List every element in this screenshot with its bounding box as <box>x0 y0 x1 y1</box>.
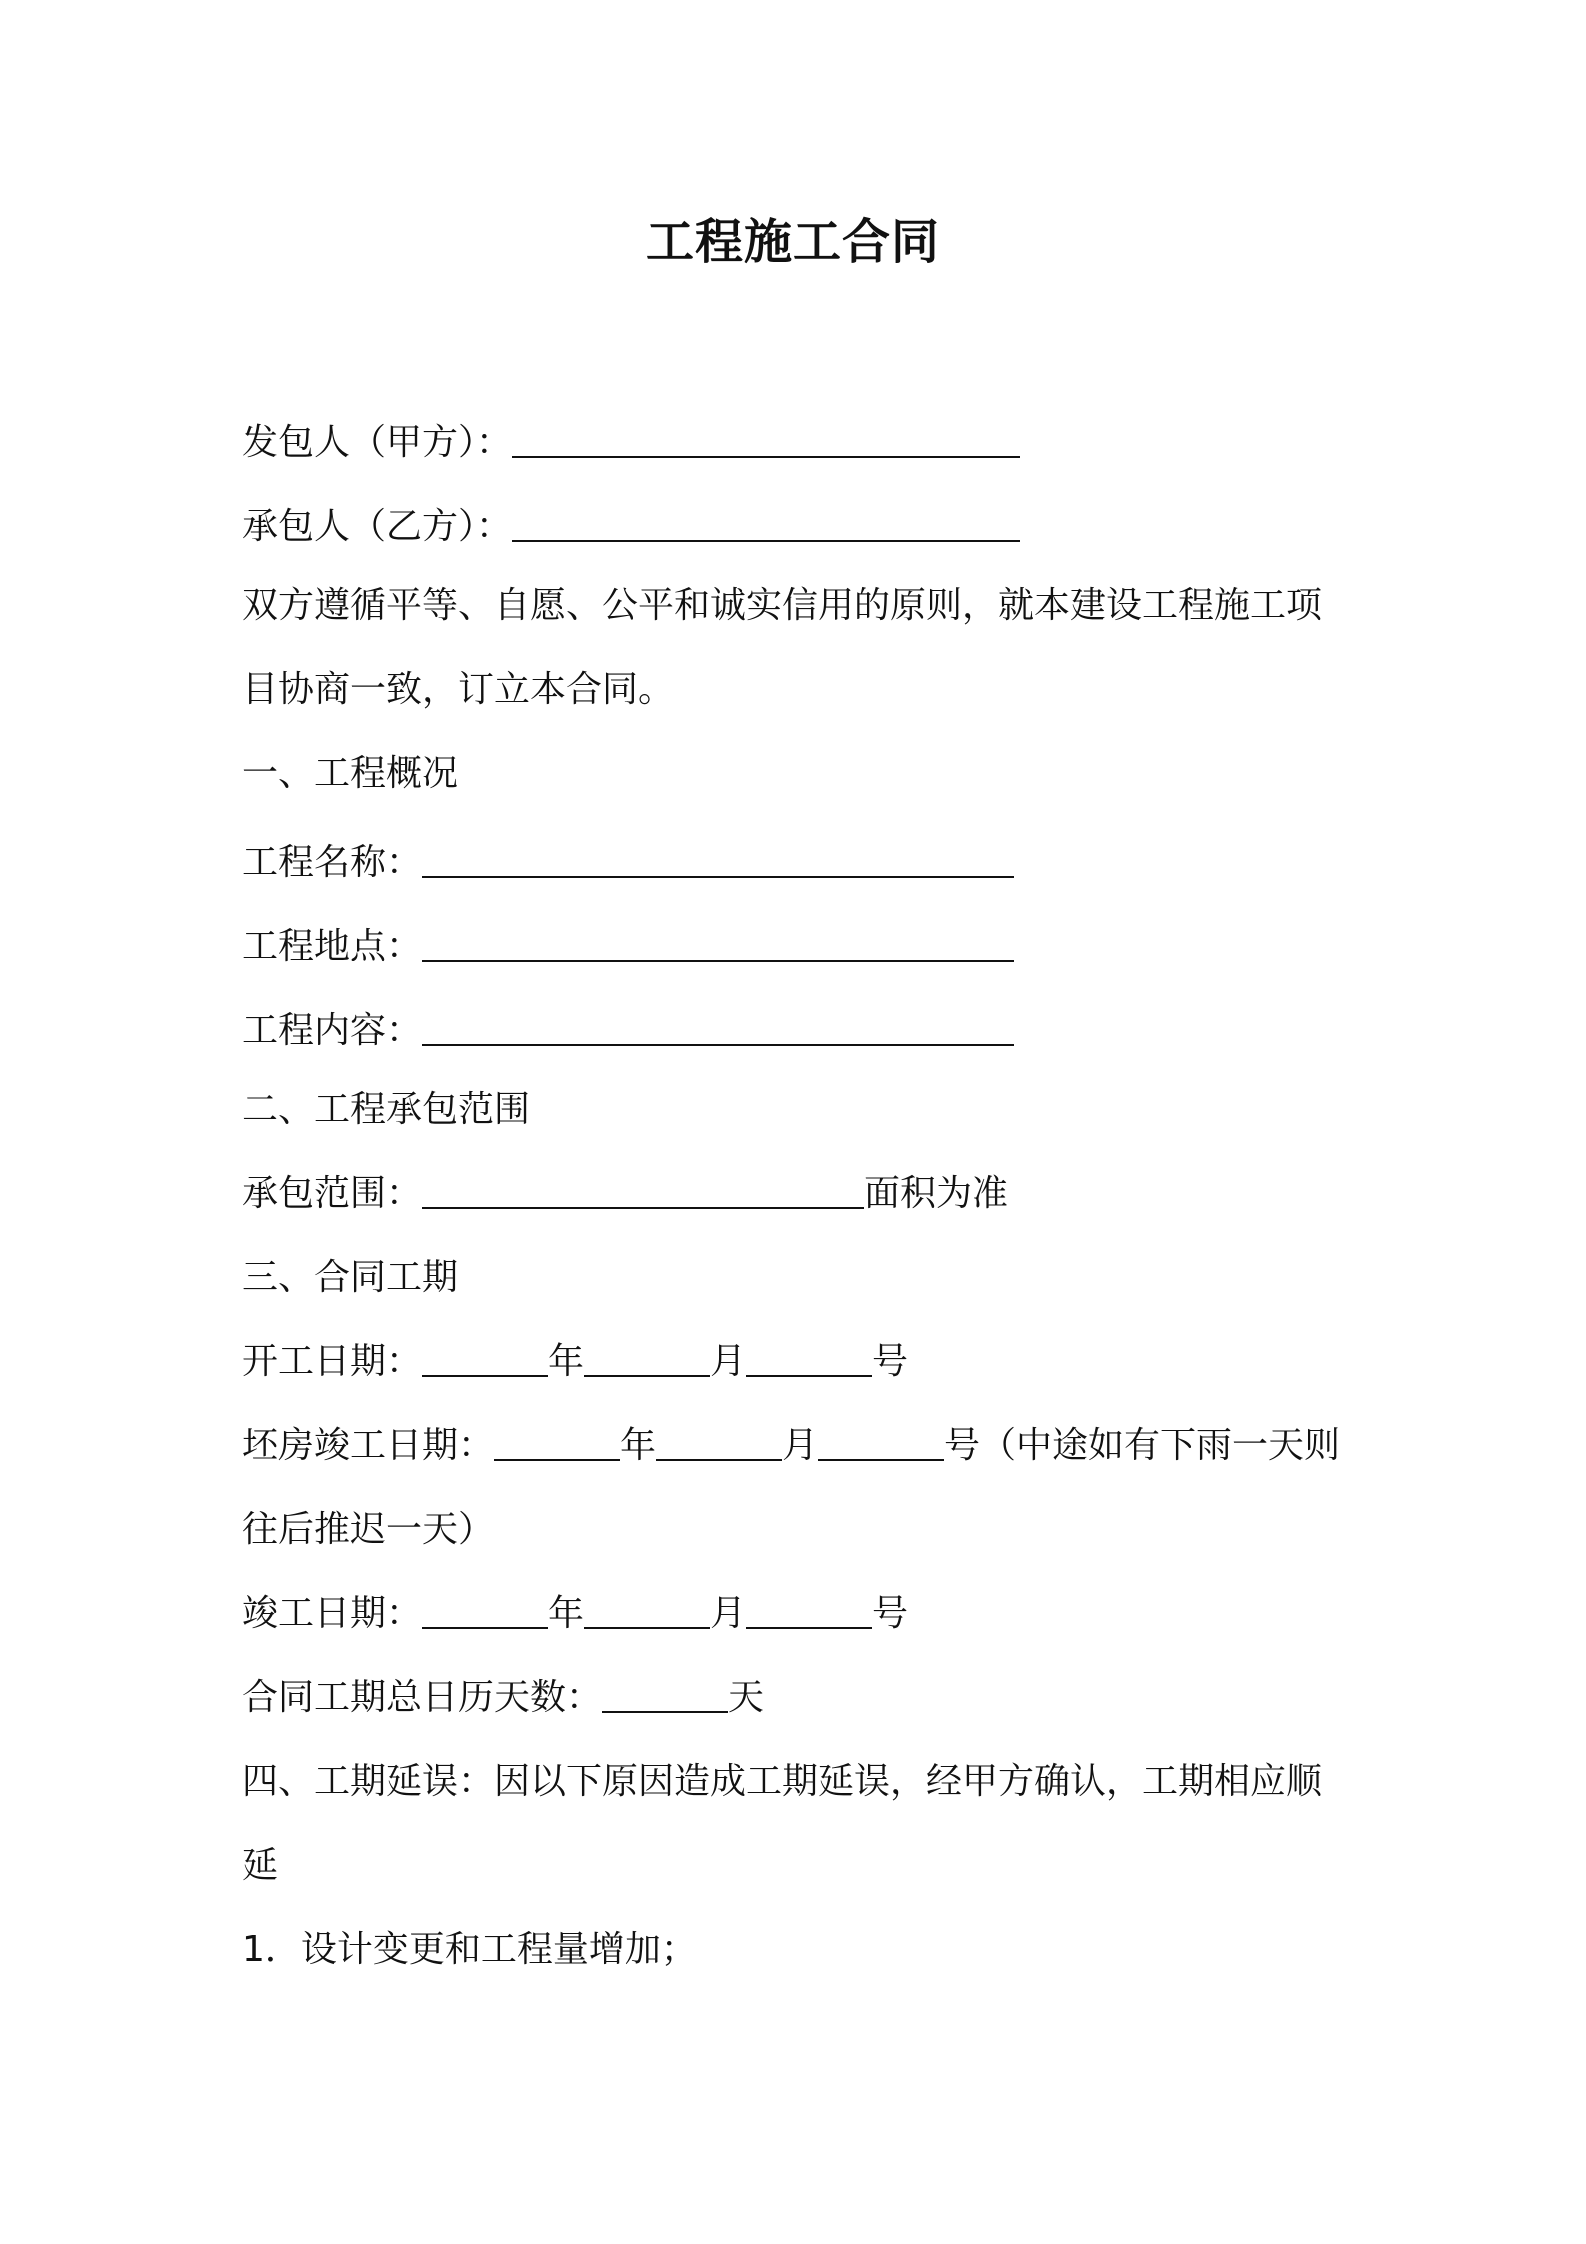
start-year-blank[interactable] <box>422 1343 548 1377</box>
scope-label: 承包范围： <box>242 1173 423 1214</box>
project-name-line <box>242 840 1014 886</box>
project-content-line <box>242 1008 1014 1054</box>
rough-complete-line <box>242 1423 1340 1469</box>
completion-date-label: 竣工日期： <box>242 1593 423 1634</box>
party-a-line <box>242 420 1020 466</box>
party-b-blank[interactable] <box>512 508 1020 542</box>
project-content-blank[interactable] <box>422 1012 1014 1046</box>
rough-complete-note-line-2: 往后推迟一天） <box>242 1509 495 1550</box>
completion-day-blank[interactable] <box>746 1595 872 1629</box>
party-a-blank[interactable] <box>512 424 1020 458</box>
section-2-heading: 二、工程承包范围 <box>242 1089 531 1130</box>
project-name-blank[interactable] <box>422 844 1014 878</box>
start-month-unit: 月 <box>710 1341 747 1382</box>
completion-year-unit: 年 <box>548 1593 585 1634</box>
start-date-label: 开工日期： <box>242 1341 423 1382</box>
party-a-label: 发包人（甲方）： <box>242 422 513 463</box>
section-4-heading-line-2: 延 <box>242 1845 279 1886</box>
completion-year-blank[interactable] <box>422 1595 548 1629</box>
preamble-line-2: 目协商一致，订立本合同。 <box>242 669 675 710</box>
section-3-heading: 三、合同工期 <box>242 1257 459 1298</box>
delay-item-1: 1．设计变更和工程量增加； <box>242 1929 697 1970</box>
rough-complete-note: 号（中途如有下雨一天则 <box>944 1425 1341 1466</box>
rough-month-unit: 月 <box>782 1425 819 1466</box>
project-location-label: 工程地点： <box>242 926 423 967</box>
total-days-blank[interactable] <box>602 1679 728 1713</box>
party-b-label: 承包人（乙方）： <box>242 506 513 547</box>
rough-year-unit: 年 <box>620 1425 657 1466</box>
rough-year-blank[interactable] <box>494 1427 620 1461</box>
rough-month-blank[interactable] <box>656 1427 782 1461</box>
start-date-line <box>242 1339 908 1385</box>
rough-complete-label: 坯房竣工日期： <box>242 1425 495 1466</box>
project-location-line <box>242 924 1014 970</box>
rough-day-blank[interactable] <box>818 1427 944 1461</box>
completion-month-blank[interactable] <box>584 1595 710 1629</box>
scope-line <box>242 1171 1008 1217</box>
start-day-blank[interactable] <box>746 1343 872 1377</box>
start-day-unit: 号 <box>872 1341 909 1382</box>
completion-month-unit: 月 <box>710 1593 747 1634</box>
project-location-blank[interactable] <box>422 928 1014 962</box>
scope-suffix: 面积为准 <box>864 1173 1009 1214</box>
section-1-heading: 一、工程概况 <box>242 753 459 794</box>
completion-date-line <box>242 1591 908 1637</box>
section-4-heading-line-1: 四、工期延误：因以下原因造成工期延误，经甲方确认，工期相应顺 <box>242 1761 1323 1802</box>
start-year-unit: 年 <box>548 1341 585 1382</box>
project-content-label: 工程内容： <box>242 1010 423 1051</box>
completion-day-unit: 号 <box>872 1593 909 1634</box>
scope-blank[interactable] <box>422 1175 864 1209</box>
document-title: 工程施工合同 <box>645 214 940 270</box>
total-days-line <box>242 1675 764 1721</box>
project-name-label: 工程名称： <box>242 842 423 883</box>
total-days-label: 合同工期总日历天数： <box>242 1677 603 1718</box>
start-month-blank[interactable] <box>584 1343 710 1377</box>
total-days-unit: 天 <box>728 1677 765 1718</box>
party-b-line <box>242 504 1020 550</box>
preamble-line-1: 双方遵循平等、自愿、公平和诚实信用的原则，就本建设工程施工项 <box>242 585 1323 626</box>
